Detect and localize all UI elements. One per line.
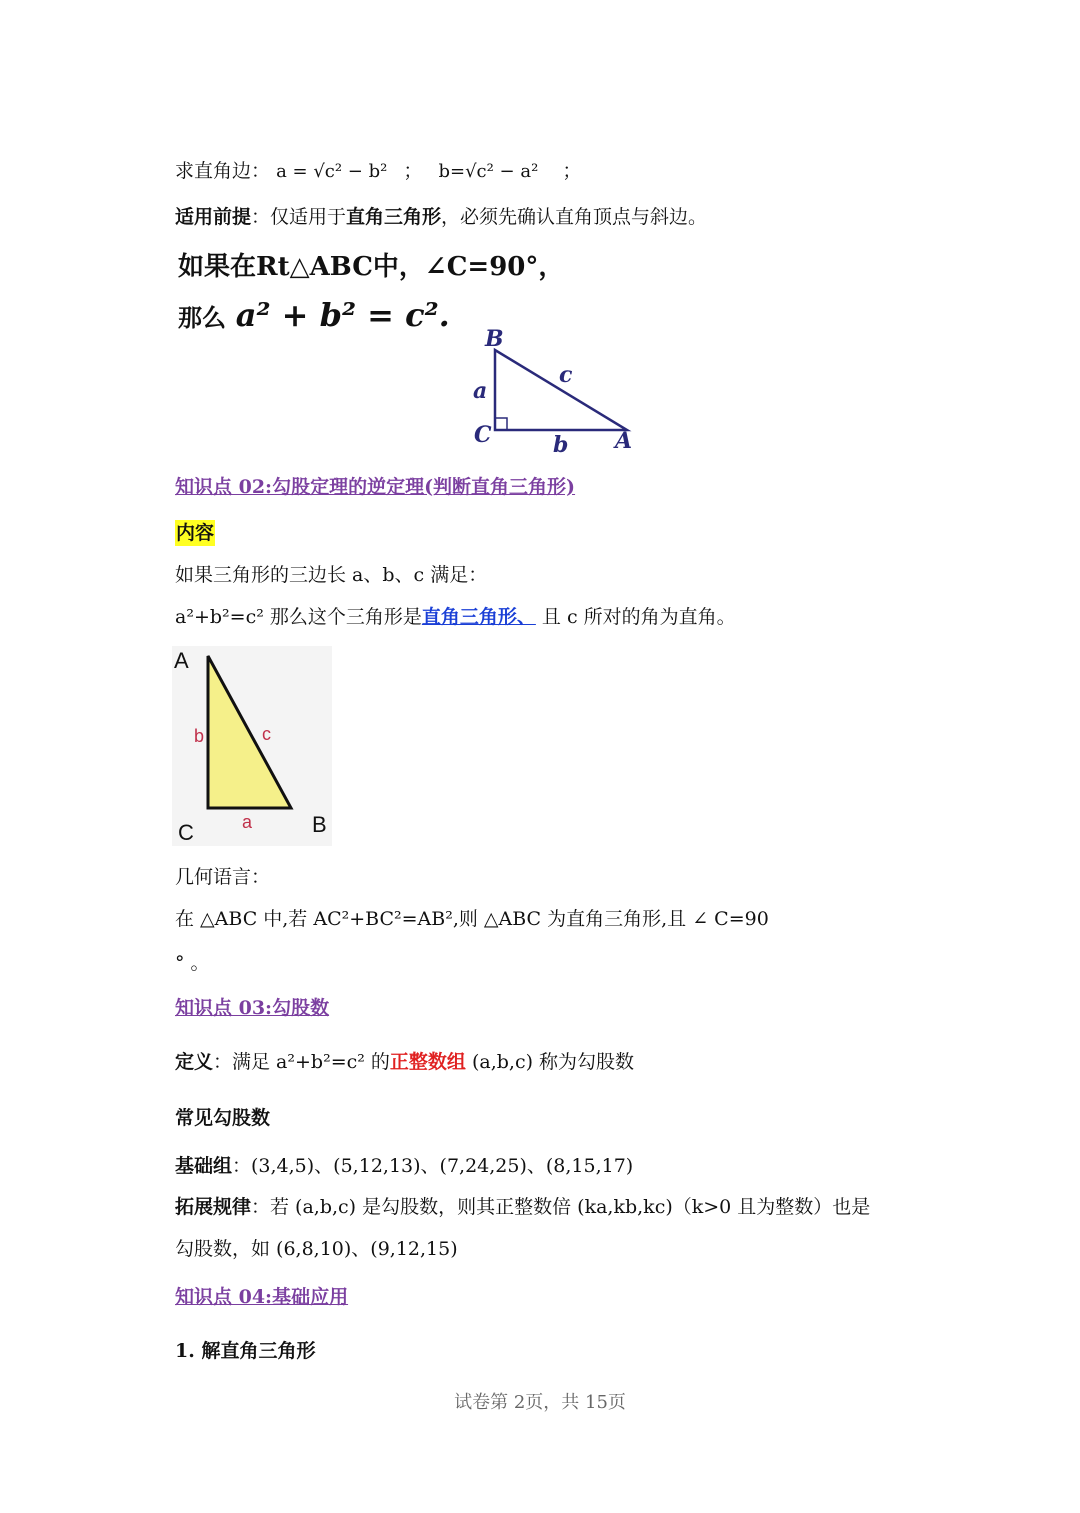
figure-right-triangle-1	[465, 322, 645, 457]
content-label: 内容	[176, 522, 215, 544]
vertex-label-B: B	[312, 812, 327, 837]
positive-integer-group: 正整数组	[389, 1051, 466, 1073]
side-label-a: a	[473, 378, 488, 404]
geometry-line: 在 △ABC 中,若 AC²+BC²=AB²,则 △ABC 为直角三角形,且 ∠ C=90	[175, 908, 769, 930]
side-label-b: b	[194, 726, 205, 746]
kp02-line2-mid: 那么这个三角形是	[263, 606, 422, 628]
content-label-line	[175, 522, 215, 545]
right-triangle-link[interactable]: 直角三角形、	[421, 606, 536, 628]
basic-group-label: 基础组	[175, 1155, 233, 1177]
premise-rest: ，必须先确认直角顶点与斜边。	[441, 206, 708, 228]
extension-line2: 勾股数，如 (6,8,10)、(9,12,15)	[175, 1238, 458, 1260]
page-footer: 试卷第 2页，共 15页	[454, 1392, 626, 1413]
side-label-c: c	[262, 724, 271, 744]
vertex-label-B: B	[485, 326, 504, 352]
pythagorean-formula: a² + b² = c².	[235, 296, 450, 334]
theorem-line2	[178, 296, 450, 334]
vertex-label-A: A	[615, 428, 633, 454]
figure-right-triangle-2	[172, 646, 332, 846]
premise-label: 适用前提	[175, 206, 252, 228]
definition-label: 定义	[175, 1051, 214, 1073]
premise-line	[175, 206, 707, 229]
side-label-b: b	[553, 432, 569, 457]
geometry-tail: ° 。	[175, 952, 210, 974]
extension-text: ：若 (a,b,c) 是勾股数，则其正整数倍 (ka,kb,kc)（k>0 且为整数）也是	[251, 1196, 871, 1218]
converse-formula: a²+b²=c²	[175, 606, 264, 628]
geometry-label: 几何语言：	[175, 866, 271, 888]
definition-line	[175, 1051, 634, 1074]
definition-pre: ：满足 a²+b²=c² 的	[213, 1051, 390, 1073]
kp04-item-1: 1. 解直角三角形	[175, 1340, 316, 1362]
kp02-heading: 知识点 02:勾股定理的逆定理(判断直角三角形)	[175, 476, 576, 498]
common-triples-heading: 常见勾股数	[175, 1107, 271, 1129]
kp02-line2	[175, 606, 736, 629]
kp02-line2-end: 且 c 所对的角为直角。	[535, 606, 736, 628]
line-end: ；	[562, 160, 582, 182]
kp04-heading: 知识点 04:基础应用	[175, 1286, 349, 1308]
premise-bold: 直角三角形	[346, 206, 442, 228]
legs-formula-line	[175, 160, 581, 183]
vertex-label-A: A	[174, 648, 189, 673]
theorem-line1: 如果在Rt△ABC中，∠C=90°，	[178, 252, 565, 282]
vertex-label-C: C	[474, 422, 492, 448]
basic-group-values: ：(3,4,5)、(5,12,13)、(7,24,25)、(8,15,17)	[232, 1155, 634, 1177]
extension-label: 拓展规律	[175, 1196, 252, 1218]
side-label-c: c	[559, 362, 573, 388]
kp03-heading: 知识点 03:勾股数	[175, 997, 330, 1019]
premise-colon: ：仅适用于	[251, 206, 347, 228]
side-label-a: a	[242, 812, 253, 832]
right-angle-mark	[495, 418, 507, 430]
theorem-prefix: 那么	[178, 303, 226, 332]
basic-group-line	[175, 1155, 633, 1178]
definition-post: (a,b,c) 称为勾股数	[465, 1051, 635, 1073]
kp02-line1: 如果三角形的三边长 a、b、c 满足：	[175, 564, 488, 586]
legs-label: 求直角边：	[175, 160, 271, 182]
extension-line1	[175, 1196, 870, 1219]
separator: ；	[403, 160, 423, 182]
vertex-label-C: C	[178, 820, 194, 845]
b-formula: b=√c² − a²	[438, 161, 539, 182]
a-formula: a = √c² − b²	[276, 161, 388, 182]
